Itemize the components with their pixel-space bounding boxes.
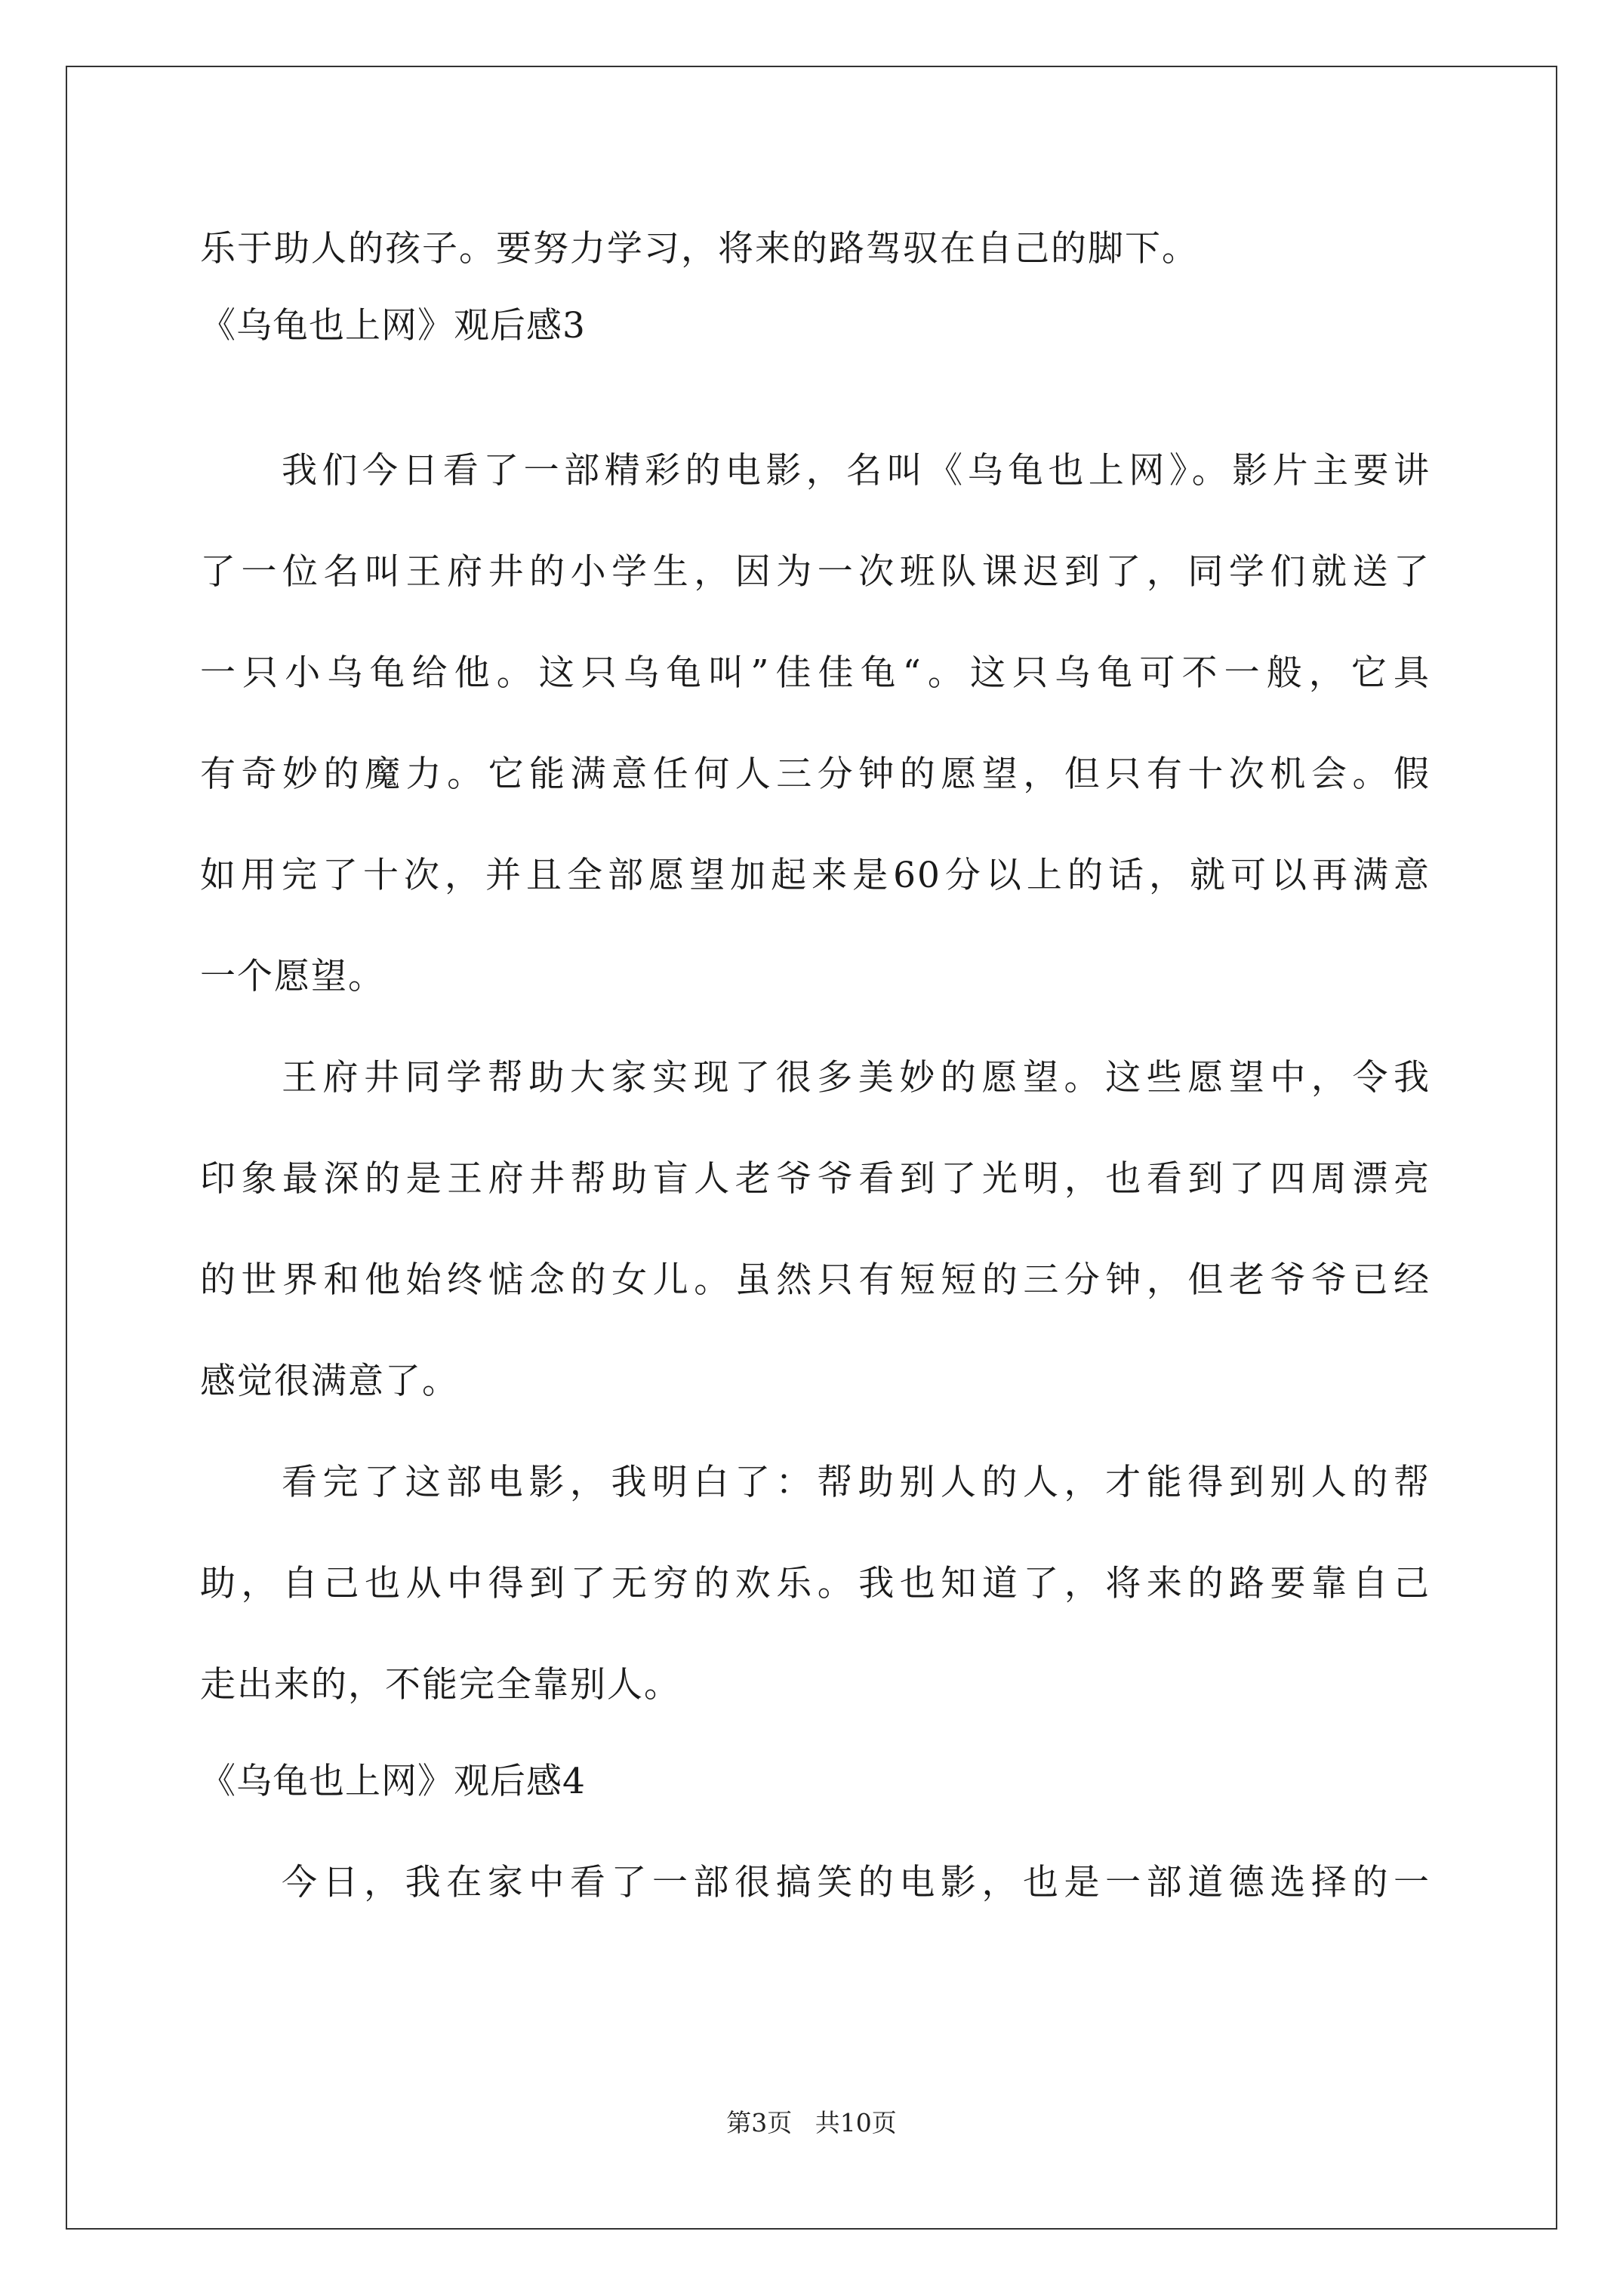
paragraph-line: 助，自己也从中得到了无穷的欢乐。我也知道了，将来的路要靠自己 xyxy=(200,1563,1431,1604)
paragraph-line: 看完了这部电影，我明白了：帮助别人的人，才能得到别人的帮 xyxy=(282,1462,1431,1503)
page-number: 第3页 xyxy=(726,2108,793,2137)
paragraph-line: 走出来的，不能完全靠别人。 xyxy=(200,1664,681,1706)
page-total: 共10页 xyxy=(815,2108,897,2137)
paragraph-line: 如用完了十次，并且全部愿望加起来是60分以上的话，就可以再满意 xyxy=(200,855,1431,896)
paragraph-line: 印象最深的是王府井帮助盲人老爷爷看到了光明，也看到了四周漂亮 xyxy=(200,1158,1431,1200)
paragraph-line: 的世界和他始终惦念的女儿。虽然只有短短的三分钟，但老爷爷已经 xyxy=(200,1259,1431,1301)
section-heading: 《乌龟也上网》观后感4 xyxy=(200,1761,586,1802)
paragraph-line: 乐于助人的孩子。要努力学习，将来的路驾驭在自己的脚下。 xyxy=(200,228,1199,270)
paragraph-line: 一只小乌龟给他。这只乌龟叫”佳佳龟“。这只乌龟可不一般，它具 xyxy=(200,652,1431,694)
paragraph-line: 今日，我在家中看了一部很搞笑的电影，也是一部道德选择的一 xyxy=(282,1862,1431,1903)
paragraph-line: 一个愿望。 xyxy=(200,956,385,997)
paragraph-line: 感觉很满意了。 xyxy=(200,1361,459,1402)
paragraph-line: 我们今日看了一部精彩的电影，名叫《乌龟也上网》。影片主要讲 xyxy=(282,450,1431,492)
page-footer xyxy=(0,2108,1623,2138)
paragraph-line: 王府井同学帮助大家实现了很多美妙的愿望。这些愿望中，令我 xyxy=(282,1057,1431,1099)
section-heading: 《乌龟也上网》观后感3 xyxy=(200,305,586,347)
paragraph-line: 了一位名叫王府井的小学生，因为一次班队课迟到了，同学们就送了 xyxy=(200,551,1431,593)
paragraph-line: 有奇妙的魔力。它能满意任何人三分钟的愿望，但只有十次机会。假 xyxy=(200,754,1431,795)
